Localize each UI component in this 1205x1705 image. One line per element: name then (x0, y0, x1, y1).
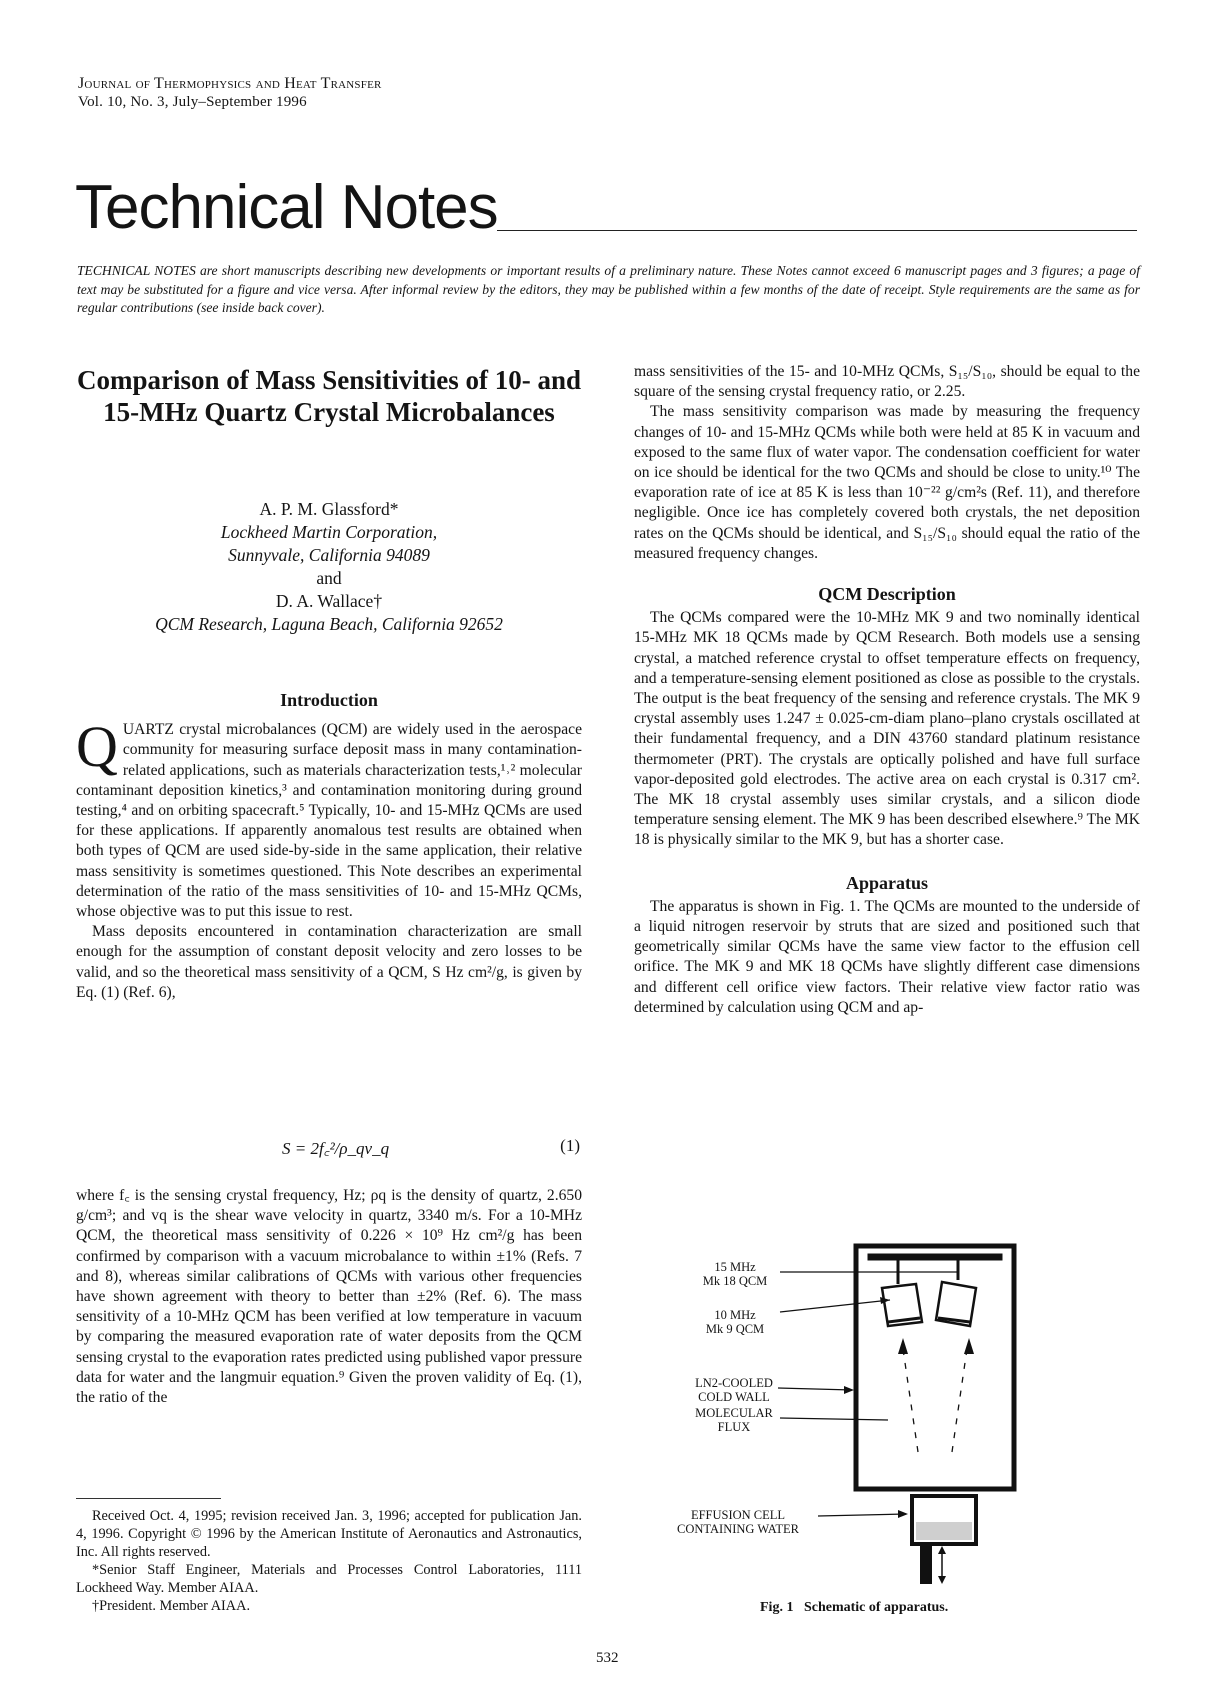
label-10mhz-line2: Mk 9 QCM (705, 1322, 765, 1336)
title-rule (497, 230, 1137, 231)
footnote-author-1: *Senior Staff Engineer, Materials and Processes Control Laboratories, 1111 Lockheed Way. Member AIAA. (76, 1562, 582, 1596)
footnote-received: Received Oct. 4, 1995; revision received Jan. 3, 1996; accepted for publication Jan. 4, 1996. Copyright © 1996 by the American Institute of Aeronautics and Astronautics, Inc. All rights reserved. (76, 1508, 582, 1560)
intro-paragraph-2: Mass deposits encountered in contamination characterization are small enough for the assumption of constant deposit velocity and zero losses to be valid, and so the theoretical mass sensitivity of a QCM, S Hz cm²/g, is given by Eq. (1) (Ref. 6), (76, 923, 582, 1001)
right-column (634, 362, 1140, 1018)
intro-paragraph-1 (76, 714, 582, 922)
equation-number: (1) (560, 1136, 580, 1155)
label-10mhz (690, 1308, 780, 1336)
label-10mhz-line1: 10 MHz (714, 1308, 756, 1322)
author-2: D. A. Wallace† (275, 591, 383, 611)
intro-paragraph-3: where f꜀ is the sensing crystal frequency, Hz; ρq is the density of quartz, 2.650 g/cm³; and vq is the shear wave velocity in quartz, 3340 m/s. For a 10-MHz QCM, the theoretical mass sensitivity of 0.226 × 10⁹ Hz cm²/g has been confirmed by comparison with a vacuum microbalance to within ±1% (Refs. 7 and 8), whereas similar calibrations of QCMs with various other frequencies have shown agreement with theory to better than ±2% (Ref. 6). The mass sensitivity of a 10-MHz QCM has been verified at low temperature in vacuum by comparing the measured evaporation rate of water deposits from the QCM sensing crystal to the evaporation rates predicted using published vapor pressure data for water and the langmuir equation.⁹ Given the proven validity of Eq. (1), the ratio of the (76, 1187, 582, 1407)
footnote-author-2: †President. Member AIAA. (92, 1598, 251, 1614)
drop-cap: Q (76, 714, 118, 780)
label-effusion-cell-line1: EFFUSION CELL (690, 1508, 786, 1522)
label-molecular-flux-line2: FLUX (717, 1420, 751, 1434)
affiliation-1a: Lockheed Martin Corporation, (220, 522, 438, 542)
journal-header (78, 74, 382, 112)
figure-1 (676, 1240, 1110, 1595)
section-intro: TECHNICAL NOTES are short manuscripts describing new developments or important results of a preliminary nature. These Notes cannot exceed 6 manuscript pages and 3 figures; a page of text may be substituted for a figure and vice versa. After informal review by the editors, they may be published within a few months of the date of receipt. Style requirements are the same as for regular contributions (see inside back cover). (77, 263, 1140, 315)
footnote-rule (76, 1498, 221, 1499)
label-15mhz-line1: 15 MHz (714, 1260, 756, 1274)
label-cold-wall-line1: LN2-COOLED (695, 1376, 773, 1390)
author-1: A. P. M. Glassford* (259, 499, 399, 519)
label-15mhz (690, 1260, 780, 1288)
intro-paragraph-1-text: UARTZ crystal microbalances (QCM) are widely used in the aerospace community for measuring surface deposit mass in many contamination-related applications, such as materials characterization tests,¹˒² molecular contaminant deposition kinetics,³ and contamination monitoring during ground testing,⁴ and on orbiting spacecraft.⁵ Typically, 10- and 15-MHz QCMs are used for these applications. If apparently anomalous test results are obtained when both types of QCM are used side-by-side in the same application, their relative mass sensitivity is sometimes questioned. This Note describes an experimental determination of the ratio of the mass sensitivities of 10- and 15-MHz QCMs, whose objective was to put this issue to rest. (76, 721, 582, 921)
affiliation-2: QCM Research, Laguna Beach, California 92652 (155, 614, 503, 634)
equation-formula: S = 2f꜀²/ρ_qv_q (282, 1139, 390, 1158)
article-title: Comparison of Mass Sensitivities of 10- and 15-MHz Quartz Crystal Microbalances (76, 365, 582, 427)
right-paragraph-2: The mass sensitivity comparison was made by measuring the frequency changes of 10- and 15-MHz QCMs while both were held at 85 K in vacuum and exposed to the same flux of water vapor. The condensation coefficient for water on ice should be identical for the two QCMs and should be close to unity.¹⁰ The evaporation rate of ice at 85 K is less than 10⁻²² g/cm²s (Ref. 11), and therefore negligible. Once ice has completely covered both crystals, the net deposition rates on the QCMs should be identical, and S₁₅/S₁₀ should equal the ratio of the measured frequency changes. (634, 403, 1140, 562)
page-number: 532 (596, 1650, 619, 1666)
apparatus-heading: Apparatus (845, 872, 929, 893)
footnotes (76, 1507, 582, 1615)
label-cold-wall (688, 1376, 780, 1404)
qcm-description-heading: QCM Description (818, 584, 956, 605)
label-molecular-flux-line1: MOLECULAR (695, 1406, 773, 1420)
section-title: Technical Notes (75, 173, 498, 242)
journal-issue: Vol. 10, No. 3, July–September 1996 (78, 94, 307, 110)
figure-caption: Fig. 1 Schematic of apparatus. (760, 1600, 949, 1615)
right-paragraph-4: The apparatus is shown in Fig. 1. The QCMs are mounted to the underside of a liquid nitrogen reservoir by struts that are sized and positioned such that geometrically similar QCMs have the same view factor to the effusion cell orifice. The MK 9 and MK 18 QCMs have slightly different case dimensions and different cell orifice view factors. Their relative view factor ratio was determined by calculation using QCM and ap- (634, 897, 1140, 1016)
author-block (76, 498, 582, 636)
ln2-reservoir-plate (868, 1254, 1002, 1260)
affiliation-1b: Sunnyvale, California 94089 (228, 545, 430, 565)
right-paragraph-1: mass sensitivities of the 15- and 10-MHz QCMs, S₁₅/S₁₀, should be equal to the square of the sensing crystal frequency ratio, or 2.25. (634, 363, 1140, 401)
left-column-top (76, 690, 582, 1003)
cold-wall-enclosure (856, 1246, 1014, 1489)
right-paragraph-3: The QCMs compared were the 10-MHz MK 9 and two nominally identical 15-MHz MK 18 QCMs made by QCM Research. Both models use a sensing crystal, a matched reference crystal to offset temperature effects on frequency, and a temperature-sensing element positioned as close as possible to the crystals. The output is the beat frequency of the sensing and reference crystals. The MK 9 crystal assembly uses 1.247 ± 0.025-cm-diam plano–plano crystals oscillated at their fundamental frequency, and a DIN 43760 standard platinum resistance thermometer (PRT). The crystals are optically polished and have full surface vapor-deposited gold electrodes. The active area on each crystal is 0.317 cm². The MK 18 crystal assembly uses similar crystals, and a silicon diode temperature sensing element. The MK 9 has been described elsewhere.⁹ The MK 18 is physically similar to the MK 9, but has a shorter case. (634, 609, 1140, 849)
label-effusion-cell-line2: CONTAINING WATER (676, 1522, 800, 1536)
journal-name: Journal of Thermophysics and Heat Transfer (78, 75, 382, 92)
intro-heading: Introduction (280, 690, 378, 710)
label-effusion-cell (658, 1508, 818, 1536)
left-column-bottom (76, 1186, 582, 1408)
label-molecular-flux (688, 1406, 780, 1434)
label-cold-wall-line2: COLD WALL (698, 1390, 770, 1404)
label-15mhz-line2: Mk 18 QCM (702, 1274, 768, 1288)
author-and: and (316, 568, 342, 588)
